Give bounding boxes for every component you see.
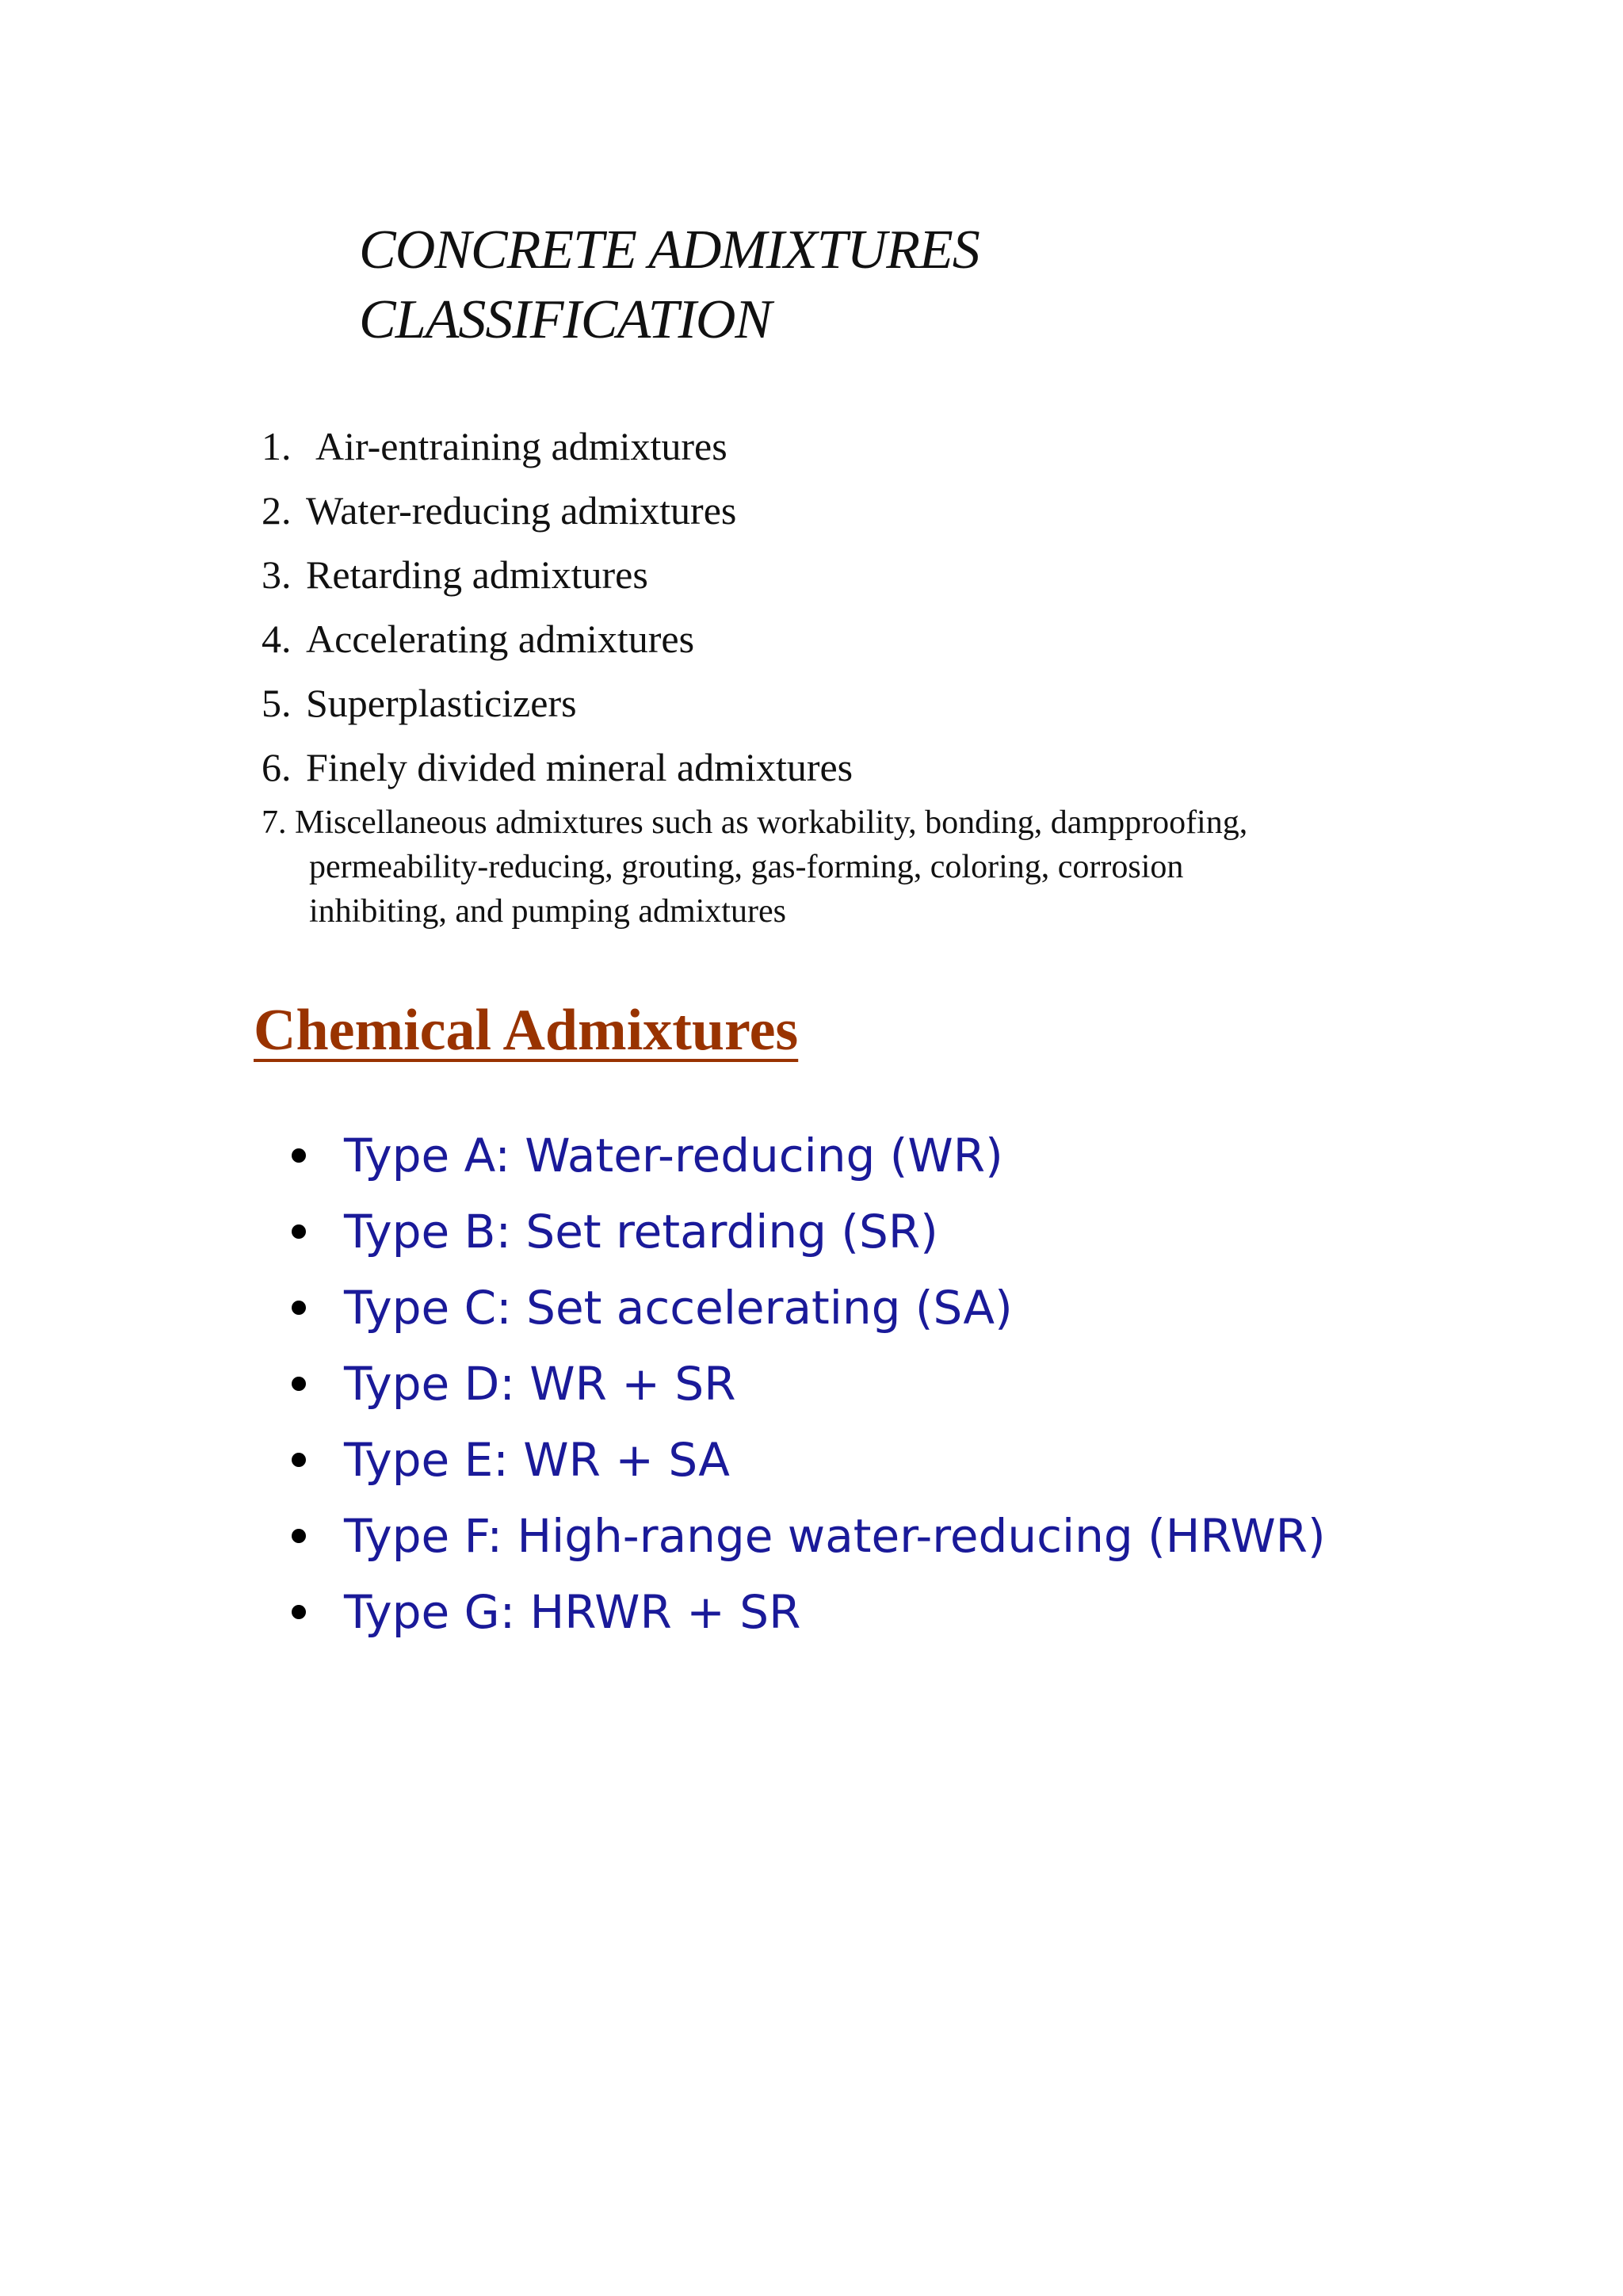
classification-title bbox=[359, 216, 980, 355]
classification-item bbox=[262, 675, 853, 739]
admixture-type-list bbox=[292, 1117, 1326, 1650]
classification-item bbox=[262, 483, 853, 547]
admixture-type-item bbox=[292, 1346, 1326, 1422]
item-number: 5. bbox=[262, 681, 292, 725]
bullet-icon bbox=[292, 1605, 306, 1619]
bullet-icon bbox=[292, 1301, 306, 1315]
admixture-type-item bbox=[292, 1117, 1326, 1194]
type-text: Type C: Set accelerating (SA) bbox=[344, 1281, 1013, 1335]
bullet-icon bbox=[292, 1377, 306, 1391]
item-text: Accelerating admixtures bbox=[306, 617, 695, 661]
admixture-type-item bbox=[292, 1574, 1326, 1650]
item-number: 3. bbox=[262, 552, 292, 597]
admixture-type-item bbox=[292, 1194, 1326, 1270]
admixture-type-item bbox=[292, 1422, 1326, 1498]
bullet-icon bbox=[292, 1148, 306, 1163]
item-number: 6. bbox=[262, 745, 292, 789]
item-text: Air-entraining admixtures bbox=[315, 424, 727, 468]
classification-item bbox=[262, 611, 853, 675]
admixture-type-item bbox=[292, 1498, 1326, 1574]
classification-item-misc bbox=[262, 800, 1419, 934]
type-text: Type F: High-range water-reducing (HRWR) bbox=[344, 1509, 1326, 1563]
classification-item bbox=[262, 739, 853, 804]
chemical-admixtures-heading: Chemical Admixtures bbox=[254, 998, 799, 1063]
item-text: Retarding admixtures bbox=[306, 552, 648, 597]
bullet-icon bbox=[292, 1453, 306, 1467]
classification-list bbox=[262, 418, 853, 804]
item-text: Finely divided mineral admixtures bbox=[306, 745, 854, 789]
type-text: Type A: Water-reducing (WR) bbox=[344, 1129, 1003, 1182]
type-text: Type G: HRWR + SR bbox=[344, 1585, 801, 1639]
item-number: 2. bbox=[262, 488, 292, 533]
type-text: Type D: WR + SR bbox=[344, 1357, 736, 1411]
classification-item bbox=[262, 547, 853, 611]
item-text: Superplasticizers bbox=[306, 681, 577, 725]
type-text: Type E: WR + SA bbox=[344, 1433, 730, 1487]
item-text: Water-reducing admixtures bbox=[306, 488, 737, 533]
bullet-icon bbox=[292, 1224, 306, 1239]
admixture-type-item bbox=[292, 1270, 1326, 1346]
misc-line-3: inhibiting, and pumping admixtures bbox=[309, 893, 786, 930]
item-number: 1. bbox=[262, 424, 292, 468]
item-number: 4. bbox=[262, 617, 292, 661]
classification-title-line2: CLASSIFICATION bbox=[359, 289, 772, 350]
bullet-icon bbox=[292, 1529, 306, 1543]
type-text: Type B: Set retarding (SR) bbox=[344, 1205, 938, 1259]
classification-item bbox=[262, 418, 853, 483]
classification-title-line1: CONCRETE ADMIXTURES bbox=[359, 220, 980, 281]
misc-line-2: permeability-reducing, grouting, gas-forming, coloring, corrosion bbox=[309, 849, 1184, 885]
misc-line-1: 7. Miscellaneous admixtures such as workability, bonding, dampproofing, bbox=[262, 804, 1248, 841]
